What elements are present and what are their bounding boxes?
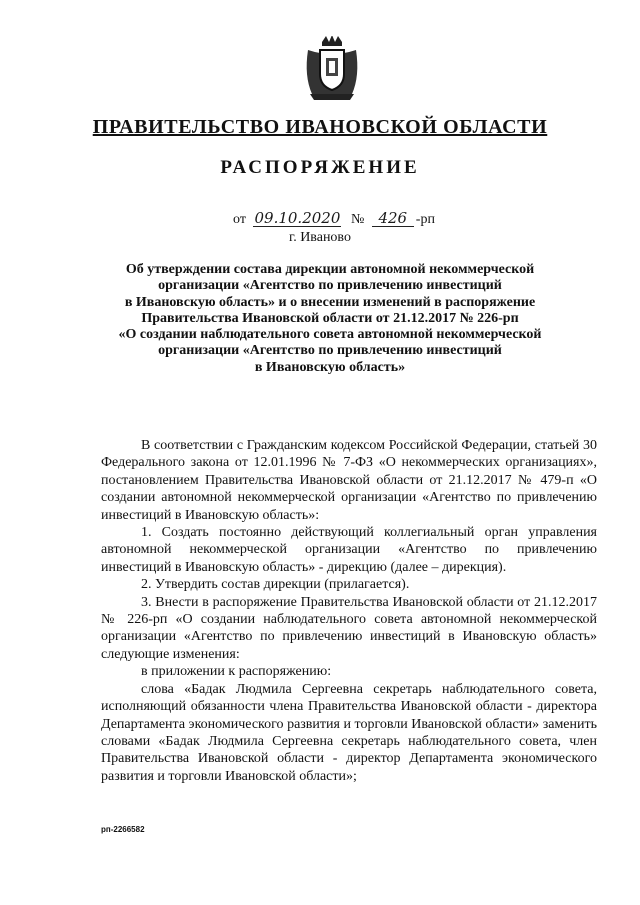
heading-line: организации «Агентство по привлечению инвестиций: [158, 343, 502, 359]
heading-line: Об утверждении состава дирекции автономной некоммерческой: [125, 262, 535, 277]
item-3-paragraph: 3. Внести в распоряжение Правительства Ивановской области от 21.12.2017 № 226-рп «О создании наблюдательного совета автономной некоммерческой организации «Агентство по привлечению инвестиций в Ивановскую область» следующие изменения:: [101, 594, 597, 662]
document-body: [101, 437, 597, 785]
item-3-change-paragraph: слова «Бадак Людмила Сергеевна секретарь наблюдательного совета, исполняющий обязанности члена Правительства Ивановской области - директора Департамента экономического развития и торговли Ивановской области» заменить словами «Бадак Людмила Сергеевна секретарь наблюдательного совета, член Правительства Ивановской области - директор Департамента экономического развития и торговли Ивановской области»;: [101, 681, 597, 784]
heading-line: в Ивановскую область» и о внесении изменений в распоряжение: [124, 294, 536, 310]
document-type: РАСПОРЯЖЕНИЕ: [220, 157, 420, 178]
number-suffix: -рп: [415, 212, 435, 227]
preamble-paragraph: В соответствии с Гражданским кодексом Российской Федерации, статьей 30 Федерального закона от 12.01.1996 № 7-ФЗ «О некоммерческих организациях», постановлением Правительства Ивановской области от 21.12.2017 № 479-п «О создании автономной некоммерческой организации «Агентство по привлечению инвестиций в Ивановскую область»:: [101, 438, 597, 523]
document-heading: [90, 262, 570, 376]
heading-line: Правительства Ивановской области от 21.12.2017 № 226-рп: [141, 310, 519, 326]
date-number-line: [233, 210, 435, 228]
government-title: ПРАВИТЕЛЬСТВО ИВАНОВСКОЙ ОБЛАСТИ: [92, 116, 548, 138]
document-number: 426: [372, 210, 414, 227]
date-prefix: от: [233, 212, 246, 227]
city: г. Иваново: [289, 230, 351, 245]
item-3-sub-paragraph: в приложении к распоряжению:: [141, 664, 332, 680]
heading-line: «О создании наблюдательного совета автономной некоммерческой: [118, 327, 542, 343]
number-sign: №: [350, 212, 365, 227]
heading-line: организации «Агентство по привлечению инвестиций: [158, 278, 502, 294]
coat-of-arms-icon: [302, 36, 362, 102]
heading-line: в Ивановскую область»: [254, 359, 406, 375]
item-2-paragraph: 2. Утвердить состав дирекции (прилагается).: [141, 577, 410, 593]
registration-number: рп-2266582: [101, 825, 145, 834]
item-1-paragraph: 1. Создать постоянно действующий коллегиальный орган управления автономной некоммерческой организации «Агентство по привлечению инвестиций в Ивановскую область» - дирекцию (далее – дирекция).: [101, 525, 597, 575]
date-value: 09.10.2020: [254, 209, 341, 227]
